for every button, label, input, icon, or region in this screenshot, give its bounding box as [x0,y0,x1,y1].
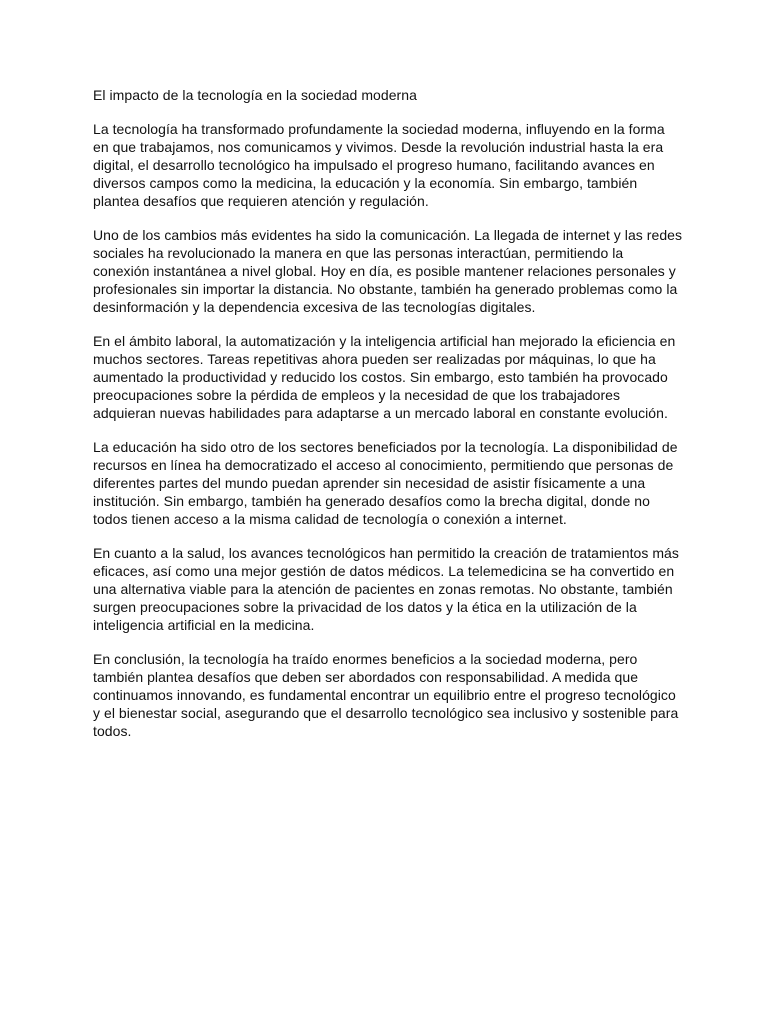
paragraph-labor: En el ámbito laboral, la automatización y la inteligencia artificial han mejorado la eficiencia en muchos sectores. Tareas repetitivas ahora pueden ser realizadas por máquinas, lo que ha aumentado la productividad y reducido los costos. Sin embargo, esto también ha provocado preocupaciones sobre la pérdida de empleos y la necesidad de que los trabajadores adquieran nuevas habilidades para adaptarse a un mercado laboral en constante evolución. [93,333,676,421]
document-body [93,86,683,756]
paragraph-education: La educación ha sido otro de los sectores beneficiados por la tecnología. La disponibilidad de recursos en línea ha democratizado el acceso al conocimiento, permitiendo que personas de diferentes partes del mundo puedan aprender sin necesidad de asistir físicamente a una institución. Sin embargo, también ha generado desafíos como la brecha digital, donde no todos tienen acceso a la misma calidad de tecnología o conexión a internet. [93,439,678,527]
paragraph-introduction: La tecnología ha transformado profundamente la sociedad moderna, influyendo en la forma en que trabajamos, nos comunicamos y vivimos. Desde la revolución industrial hasta la era digital, el desarrollo tecnológico ha impulsado el progreso humano, facilitando avances en diversos campos como la medicina, la educación y la economía. Sin embargo, también plantea desafíos que requieren atención y regulación. [93,121,665,209]
paragraph-health: En cuanto a la salud, los avances tecnológicos han permitido la creación de tratamientos más eficaces, así como una mejor gestión de datos médicos. La telemedicina se ha convertido en una alternativa viable para la atención de pacientes en zonas remotas. No obstante, también surgen preocupaciones sobre la privacidad de los datos y la ética en la utilización de la inteligencia artificial en la medicina. [93,545,679,633]
paragraph-conclusion: En conclusión, la tecnología ha traído enormes beneficios a la sociedad moderna, pero también plantea desafíos que deben ser abordados con responsabilidad. A medida que continuamos innovando, es fundamental encontrar un equilibrio entre el progreso tecnológico y el bienestar social, asegurando que el desarrollo tecnológico sea inclusivo y sostenible para todos. [93,651,679,739]
document-title: El impacto de la tecnología en la sociedad moderna [93,87,417,103]
paragraph-communication: Uno de los cambios más evidentes ha sido la comunicación. La llegada de internet y las redes sociales ha revolucionado la manera en que las personas interactúan, permitiendo la conexión instantánea a nivel global. Hoy en día, es posible mantener relaciones personales y profesionales sin importar la distancia. No obstante, también ha generado problemas como la desinformación y la dependencia excesiva de las tecnologías digitales. [93,227,683,315]
